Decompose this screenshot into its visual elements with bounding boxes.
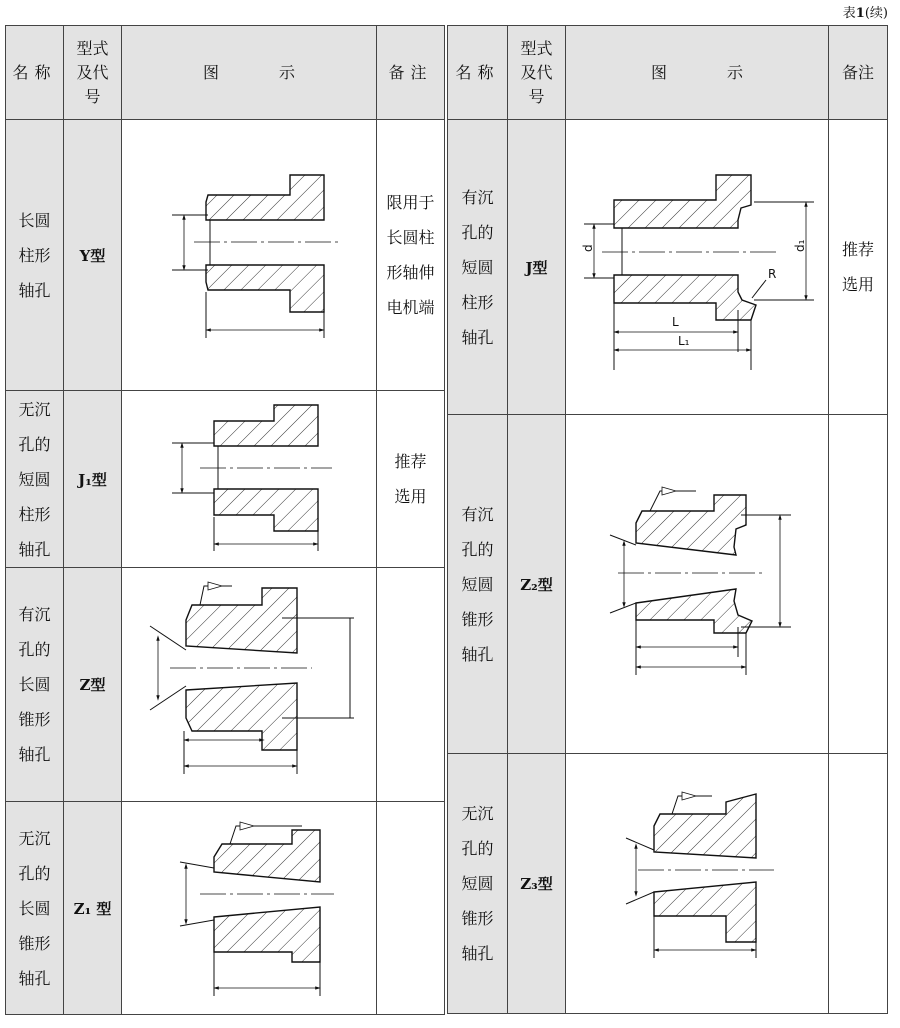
row-remark (377, 568, 445, 802)
row-remark: 推荐 选用 (377, 391, 445, 568)
left-table (5, 25, 445, 1015)
row-name: 有沉 孔的 长圆 锥形 轴孔 (6, 568, 64, 802)
row-code: J型 (508, 120, 566, 415)
figure-j-type (566, 120, 829, 415)
header-name: 名称 (448, 26, 508, 120)
label-l: L (672, 315, 679, 329)
header-type-code: 型式 及代 号 (508, 26, 566, 120)
row-code: J₁型 (64, 391, 122, 568)
row-name: 有沉 孔的 短圆 柱形 轴孔 (448, 120, 508, 415)
label-d1: d₁ (793, 239, 807, 252)
row-remark: 限用于 长圆柱 形轴伸 电机端 (377, 120, 445, 391)
row-name: 长圆 柱形 轴孔 (6, 120, 64, 391)
header-remark: 备注 (377, 26, 445, 120)
header-remark: 备注 (829, 26, 888, 120)
figure-j1-type (122, 391, 377, 568)
figure-y-type (122, 120, 377, 391)
row-code: Z₂型 (508, 415, 566, 754)
figure-z3-type (566, 754, 829, 1014)
label-d: d (581, 244, 595, 252)
row-name: 无沉 孔的 长圆 锥形 轴孔 (6, 802, 64, 1015)
label-l1: L₁ (678, 334, 690, 348)
figure-z2-type (566, 415, 829, 754)
right-table (447, 25, 888, 1014)
row-remark (829, 754, 888, 1014)
row-name: 有沉 孔的 短圆 锥形 轴孔 (448, 415, 508, 754)
header-figure: 图示 (566, 26, 829, 120)
row-code: Z型 (64, 568, 122, 802)
header-name: 名称 (6, 26, 64, 120)
row-code: Z₁ 型 (64, 802, 122, 1015)
header-figure: 图示 (122, 26, 377, 120)
row-name: 无沉 孔的 短圆 柱形 轴孔 (6, 391, 64, 568)
row-code: Y型 (64, 120, 122, 391)
figure-z1-type (122, 802, 377, 1015)
table-caption: 表1(续) (842, 6, 888, 21)
row-code: Z₃型 (508, 754, 566, 1014)
header-type-code: 型式 及代 号 (64, 26, 122, 120)
row-remark: 推荐 选用 (829, 120, 888, 415)
row-remark (377, 802, 445, 1015)
figure-z-type (122, 568, 377, 802)
label-r: R (768, 267, 777, 281)
row-name: 无沉 孔的 短圆 锥形 轴孔 (448, 754, 508, 1014)
row-remark (829, 415, 888, 754)
